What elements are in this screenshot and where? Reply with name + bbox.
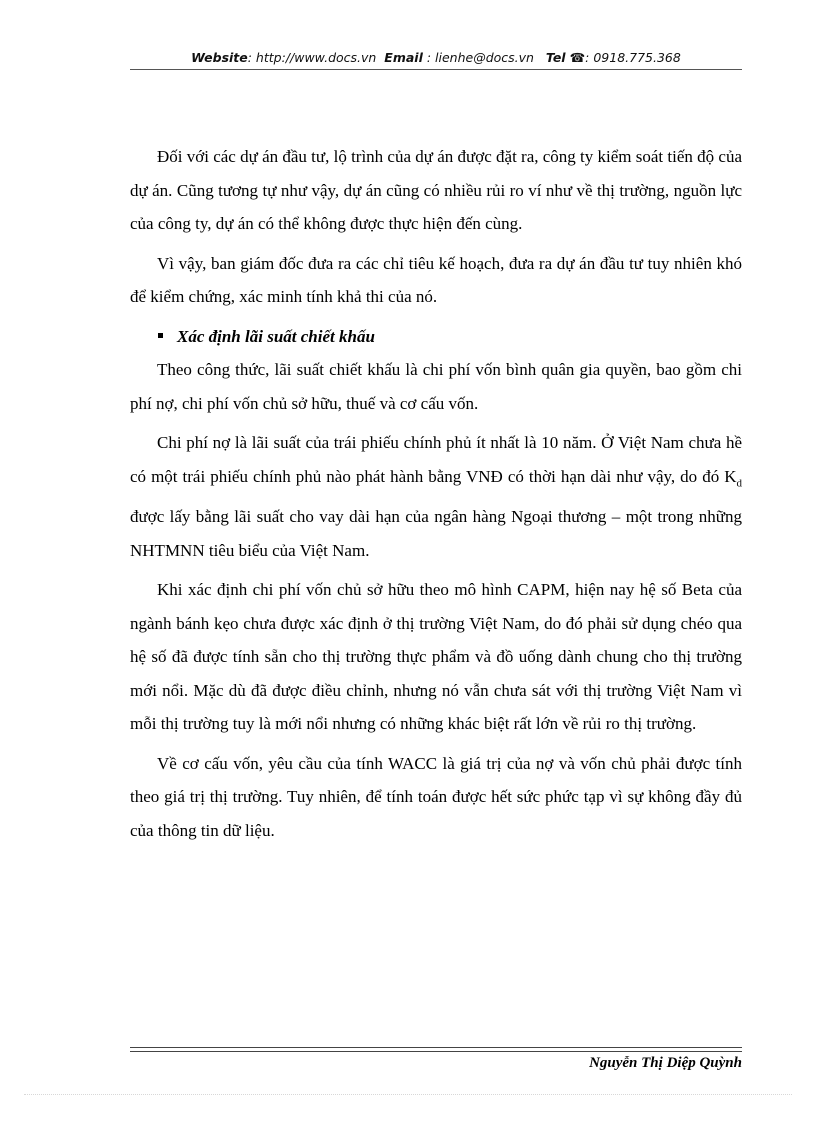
paragraph-2: Vì vậy, ban giám đốc đưa ra các chỉ tiêu kế hoạch, đưa ra dự án đầu tư tuy nhiên khó để kiểm chứng, xác minh tính khả thi của nó. <box>130 253 742 306</box>
paragraph-4 <box>130 426 742 567</box>
subscript-d: d <box>736 476 742 489</box>
square-bullet-icon <box>158 333 163 338</box>
header-rule <box>130 69 742 70</box>
bullet-heading-text: Xác định lãi suất chiết khấu <box>177 326 375 346</box>
paragraph-5: Khi xác định chi phí vốn chủ sở hữu theo mô hình CAPM, hiện nay hệ số Beta của ngành bánh kẹo chưa được xác định ở thị trường Việt Nam, do đó phải sử dụng chéo qua hệ số đã được tính sẵn cho thị trường thực phẩm và đồ uống dành chung cho thị trường mới nổi. Mặc dù đã được điều chỉnh, nhưng nó vẫn chưa sát với thị trường Việt Nam vì mỗi thị trường tuy là mới nổi nhưng có những khác biệt rất lớn về rủi ro thị trường. <box>130 580 742 734</box>
footer-author: Nguyễn Thị Diệp Quỳnh <box>589 1055 742 1071</box>
phone-icon: ☎ <box>569 50 586 65</box>
tel-value: : 0918.775.368 <box>585 50 681 65</box>
website-label: Website <box>191 50 248 65</box>
tel-label: Tel <box>545 50 566 65</box>
paragraph-3: Theo công thức, lãi suất chiết khấu là chi phí vốn bình quân gia quyền, bao gồm chi phí nợ, chi phí vốn chủ sở hữu, thuế và cơ cấu vốn. <box>130 360 742 413</box>
page-header <box>130 50 742 65</box>
bullet-heading <box>130 320 742 354</box>
paragraph-4-end: được lấy bằng lãi suất cho vay dài hạn của ngân hàng Ngoại thương – một trong những NHTMNN tiêu biểu của Việt Nam. <box>130 507 742 560</box>
page-bottom-border <box>24 1094 792 1095</box>
paragraph-4-start: Chi phí nợ là lãi suất của trái phiếu chính phủ ít nhất là 10 năm. Ở Việt Nam chưa hề có một trái phiếu chính phủ nào phát hành bằng VNĐ có thời hạn dài như vậy, do đó K <box>130 433 742 486</box>
body-text <box>130 140 742 853</box>
paragraph-6: Về cơ cấu vốn, yêu cầu của tính WACC là giá trị của nợ và vốn chủ phải được tính theo giá trị thị trường. Tuy nhiên, để tính toán được hết sức phức tạp vì sự không đầy đủ của thông tin dữ liệu. <box>130 753 742 840</box>
email-value: : lienhe@docs.vn <box>426 50 534 65</box>
website-value: : http://www.docs.vn <box>247 50 377 65</box>
email-label: Email <box>384 50 423 65</box>
footer-rule <box>130 1047 742 1052</box>
paragraph-1: Đối với các dự án đầu tư, lộ trình của dự án được đặt ra, công ty kiểm soát tiến độ của dự án. Cũng tương tự như vậy, dự án cũng có nhiều rủi ro ví như về thị trường, nguồn lực của công ty, dự án có thể không được thực hiện đến cùng. <box>130 147 742 233</box>
